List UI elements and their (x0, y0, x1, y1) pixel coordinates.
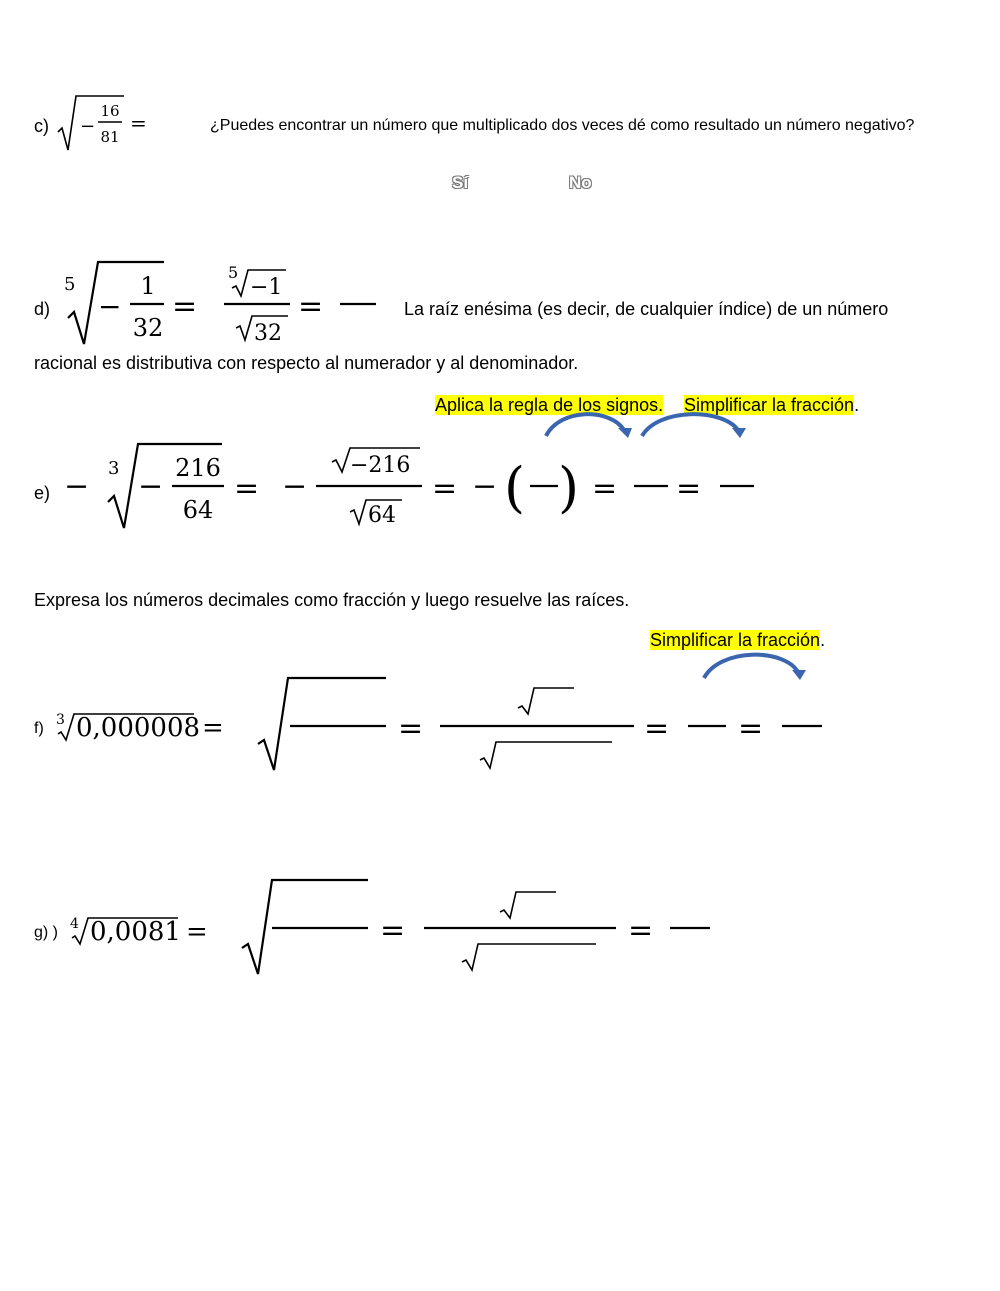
hint-arrows-e (540, 408, 750, 442)
radicand: 0,0081 (90, 917, 181, 947)
radicand: 0,000008 (76, 713, 201, 743)
arrow-1 (546, 414, 624, 436)
paren-minus: − (472, 469, 498, 504)
den-radical (480, 742, 612, 768)
equals-sign: = (172, 289, 198, 324)
rhs-denominator: 32 (254, 321, 282, 346)
item-d-label: d) (34, 299, 51, 319)
root-index: 3 (56, 712, 65, 728)
distributive-text-line-1: La raíz enésima (es decir, de cualquier índice) de un número (404, 299, 889, 319)
root-index: 4 (70, 916, 79, 932)
item-e-label: e) (34, 483, 51, 503)
inner-minus: − (138, 469, 164, 504)
rhs-root-index: 5 (228, 263, 239, 282)
denominator: 81 (100, 128, 120, 146)
num-radical (500, 892, 556, 918)
minus-sign: − (80, 116, 96, 137)
rhs-numerator: −1 (250, 275, 283, 300)
open-paren: ( (504, 456, 526, 519)
numerator: 1 (140, 272, 156, 300)
equals-sign-4: = (676, 471, 702, 506)
root-index: 5 (64, 274, 76, 295)
denominator: 64 (182, 496, 214, 524)
close-paren: ) (558, 456, 580, 519)
hint-simplify-f: Simplificar la fracción. (650, 630, 826, 650)
equals-sign: = (186, 917, 208, 947)
equals-sign-3: = (644, 711, 670, 746)
equals-sign: = (130, 111, 147, 135)
item-f-label: f) (34, 720, 44, 737)
equals-sign-4: = (738, 711, 764, 746)
equals-sign-2: = (380, 913, 406, 948)
item-d-formula (60, 256, 390, 356)
item-g-formula (68, 872, 728, 982)
item-c-formula (56, 92, 156, 156)
den-radical (462, 944, 596, 970)
rhs-denominator: 64 (368, 503, 396, 528)
equals-sign-2: = (432, 471, 458, 506)
numerator: 16 (100, 102, 120, 120)
equals-sign-3: = (592, 471, 618, 506)
numerator: 216 (175, 454, 221, 482)
distributive-text-line-2: racional es distributiva con respecto al numerador y al denominador. (34, 353, 579, 373)
item-e-formula (64, 440, 764, 536)
leading-minus: − (64, 469, 90, 504)
option-no[interactable]: No (569, 173, 592, 192)
rhs-numerator: −216 (350, 453, 411, 478)
denominator: 32 (132, 314, 164, 342)
minus-sign: − (98, 290, 122, 323)
equals-sign-3: = (628, 913, 654, 948)
item-g-label: g) ) (34, 924, 58, 941)
decimal-instruction: Expresa los números decimales como fracción y luego resuelve las raíces. (34, 590, 630, 610)
rhs-minus: − (282, 469, 308, 504)
question-text: ¿Puedes encontrar un número que multiplicado dos veces dé como resultado un número negativo? (210, 117, 915, 134)
hint-signs: Aplica la regla de los signos. (435, 395, 664, 415)
equals-sign: = (202, 713, 224, 743)
equals-sign: = (234, 471, 260, 506)
option-yes[interactable]: Sí (452, 173, 469, 192)
big-radical (258, 678, 386, 770)
equals-sign-2: = (398, 711, 424, 746)
item-c-label: c) (34, 116, 49, 136)
hint-simplify-e: Simplificar la fracción. (684, 395, 860, 415)
equals-sign-2: = (298, 289, 324, 324)
arrow-2 (642, 414, 738, 436)
num-radical (518, 688, 574, 714)
root-index: 3 (108, 458, 120, 479)
item-f-formula (52, 670, 832, 780)
